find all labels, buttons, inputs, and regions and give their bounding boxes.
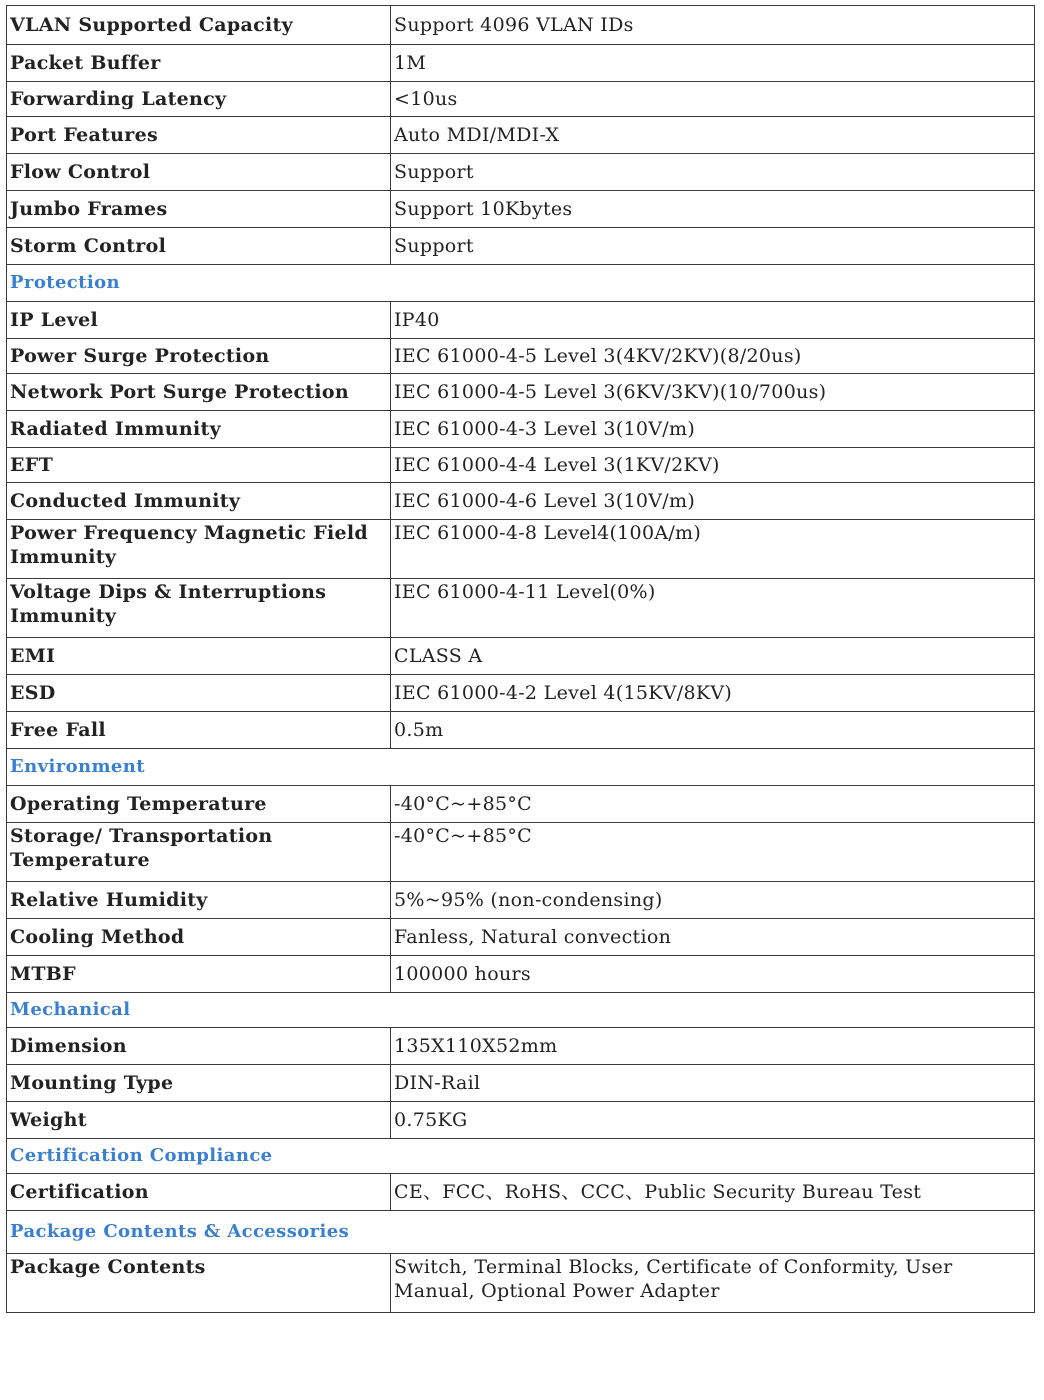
section-title: Environment bbox=[7, 749, 1035, 786]
spec-value: IEC 61000-4-2 Level 4(15KV/8KV) bbox=[391, 675, 1035, 712]
spec-value: 100000 hours bbox=[391, 956, 1035, 993]
spec-row bbox=[7, 339, 1035, 374]
spec-row bbox=[7, 1102, 1035, 1139]
spec-value: Support bbox=[391, 154, 1035, 191]
spec-key: Operating Temperature bbox=[7, 786, 391, 823]
spec-key: Flow Control bbox=[7, 154, 391, 191]
spec-key: Storm Control bbox=[7, 228, 391, 265]
spec-value: -40°C~+85°C bbox=[391, 823, 1035, 882]
spec-row bbox=[7, 374, 1035, 411]
spec-row bbox=[7, 411, 1035, 448]
spec-row bbox=[7, 579, 1035, 638]
spec-row bbox=[7, 82, 1035, 117]
spec-value: Support 4096 VLAN IDs bbox=[391, 6, 1035, 45]
spec-key: Network Port Surge Protection bbox=[7, 374, 391, 411]
spec-row bbox=[7, 1174, 1035, 1211]
spec-value: Support 10Kbytes bbox=[391, 191, 1035, 228]
spec-value: CE、FCC、RoHS、CCC、Public Security Bureau Test bbox=[391, 1174, 1035, 1211]
spec-key: Certification bbox=[7, 1174, 391, 1211]
spec-row bbox=[7, 712, 1035, 749]
spec-row bbox=[7, 302, 1035, 339]
spec-row bbox=[7, 45, 1035, 82]
spec-value: IEC 61000-4-5 Level 3(6KV/3KV)(10/700us) bbox=[391, 374, 1035, 411]
section-header-protection bbox=[7, 265, 1035, 302]
spec-key: Forwarding Latency bbox=[7, 82, 391, 117]
section-header-mechanical bbox=[7, 993, 1035, 1028]
spec-key: Radiated Immunity bbox=[7, 411, 391, 448]
spec-value: Fanless, Natural convection bbox=[391, 919, 1035, 956]
spec-row bbox=[7, 1028, 1035, 1065]
spec-key: MTBF bbox=[7, 956, 391, 993]
spec-key: Port Features bbox=[7, 117, 391, 154]
spec-row bbox=[7, 638, 1035, 675]
spec-row bbox=[7, 919, 1035, 956]
spec-key: Power Surge Protection bbox=[7, 339, 391, 374]
section-header-environment bbox=[7, 749, 1035, 786]
spec-value: 135X110X52mm bbox=[391, 1028, 1035, 1065]
spec-key: Relative Humidity bbox=[7, 882, 391, 919]
spec-value: Auto MDI/MDI-X bbox=[391, 117, 1035, 154]
spec-row bbox=[7, 448, 1035, 483]
spec-value: 1M bbox=[391, 45, 1035, 82]
spec-key: EMI bbox=[7, 638, 391, 675]
spec-key: Voltage Dips & Interruptions Immunity bbox=[7, 579, 391, 638]
spec-key: Storage/ Transportation Temperature bbox=[7, 823, 391, 882]
spec-row bbox=[7, 882, 1035, 919]
section-title: Protection bbox=[7, 265, 1035, 302]
spec-row bbox=[7, 228, 1035, 265]
spec-key: Power Frequency Magnetic Field Immunity bbox=[7, 520, 391, 579]
spec-row bbox=[7, 1065, 1035, 1102]
spec-value: IEC 61000-4-5 Level 3(4KV/2KV)(8/20us) bbox=[391, 339, 1035, 374]
spec-key: Free Fall bbox=[7, 712, 391, 749]
spec-key: Packet Buffer bbox=[7, 45, 391, 82]
spec-value: 5%~95% (non-condensing) bbox=[391, 882, 1035, 919]
section-title: Certification Compliance bbox=[7, 1139, 1035, 1174]
spec-value: <10us bbox=[391, 82, 1035, 117]
spec-row bbox=[7, 823, 1035, 882]
spec-value: IEC 61000-4-11 Level(0%) bbox=[391, 579, 1035, 638]
section-header-package bbox=[7, 1211, 1035, 1254]
spec-key: Jumbo Frames bbox=[7, 191, 391, 228]
spec-value: DIN-Rail bbox=[391, 1065, 1035, 1102]
spec-value: IEC 61000-4-4 Level 3(1KV/2KV) bbox=[391, 448, 1035, 483]
spec-row bbox=[7, 520, 1035, 579]
spec-key: EFT bbox=[7, 448, 391, 483]
spec-key: IP Level bbox=[7, 302, 391, 339]
section-title: Mechanical bbox=[7, 993, 1035, 1028]
spec-row bbox=[7, 675, 1035, 712]
spec-value: 0.5m bbox=[391, 712, 1035, 749]
spec-key: ESD bbox=[7, 675, 391, 712]
spec-row bbox=[7, 483, 1035, 520]
spec-key: Weight bbox=[7, 1102, 391, 1139]
spec-key: VLAN Supported Capacity bbox=[7, 6, 391, 45]
spec-key: Dimension bbox=[7, 1028, 391, 1065]
spec-row bbox=[7, 154, 1035, 191]
spec-row bbox=[7, 191, 1035, 228]
spec-value: Switch, Terminal Blocks, Certificate of Conformity, User Manual, Optional Power Adapter bbox=[391, 1254, 1035, 1313]
spec-value: -40°C~+85°C bbox=[391, 786, 1035, 823]
spec-value: IEC 61000-4-3 Level 3(10V/m) bbox=[391, 411, 1035, 448]
spec-key: Mounting Type bbox=[7, 1065, 391, 1102]
spec-value: Support bbox=[391, 228, 1035, 265]
spec-value: 0.75KG bbox=[391, 1102, 1035, 1139]
spec-sheet bbox=[6, 5, 1030, 1313]
spec-value: IEC 61000-4-6 Level 3(10V/m) bbox=[391, 483, 1035, 520]
spec-row bbox=[7, 6, 1035, 45]
spec-row bbox=[7, 1254, 1035, 1313]
spec-value: IEC 61000-4-8 Level4(100A/m) bbox=[391, 520, 1035, 579]
section-title: Package Contents & Accessories bbox=[7, 1211, 1035, 1254]
spec-table bbox=[6, 5, 1035, 1313]
spec-value: IP40 bbox=[391, 302, 1035, 339]
spec-row bbox=[7, 117, 1035, 154]
spec-key: Conducted Immunity bbox=[7, 483, 391, 520]
section-header-certification bbox=[7, 1139, 1035, 1174]
spec-key: Cooling Method bbox=[7, 919, 391, 956]
spec-row bbox=[7, 786, 1035, 823]
spec-row bbox=[7, 956, 1035, 993]
spec-key: Package Contents bbox=[7, 1254, 391, 1313]
spec-value: CLASS A bbox=[391, 638, 1035, 675]
